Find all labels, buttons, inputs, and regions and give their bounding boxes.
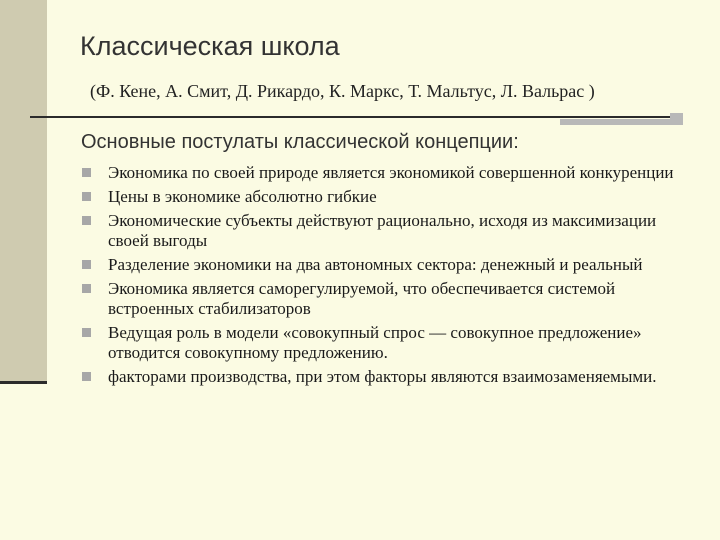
list-item	[82, 255, 682, 275]
list-item-text: Экономические субъекты действуют рационально, исходя из максимизации своей выгоды	[108, 211, 657, 250]
list-item	[82, 323, 682, 363]
square-bullet-icon	[82, 328, 91, 337]
list-item-text: Цены в экономике абсолютно гибкие	[108, 187, 377, 206]
square-bullet-icon	[82, 260, 91, 269]
list-item	[82, 211, 682, 251]
divider-accent-lower	[560, 119, 683, 125]
authors-line: (Ф. Кене, А. Смит, Д. Рикардо, К. Маркс, Т. Мальтус, Л. Вальрас )	[90, 81, 595, 101]
list-item-text: Экономика по своей природе является экономикой совершенной конкуренции	[108, 163, 674, 182]
list-item-text: факторами производства, при этом факторы являются взаимозаменяемыми.	[108, 367, 657, 386]
side-decoration-line	[0, 381, 47, 384]
square-bullet-icon	[82, 372, 91, 381]
square-bullet-icon	[82, 216, 91, 225]
list-item	[82, 279, 682, 319]
slide-title: Классическая школа	[80, 31, 340, 61]
square-bullet-icon	[82, 192, 91, 201]
list-item-text: Ведущая роль в модели «совокупный спрос — совокупное предложение» отводится совокупному предложению.	[108, 323, 642, 362]
list-item-text: Экономика является саморегулируемой, что обеспечивается системой встроенных стабилизаторов	[108, 279, 616, 318]
list-item	[82, 187, 682, 207]
list-item	[82, 367, 682, 387]
square-bullet-icon	[82, 284, 91, 293]
side-decoration-bar	[0, 0, 47, 383]
list-item-text: Разделение экономики на два автономных сектора: денежный и реальный	[108, 255, 643, 274]
square-bullet-icon	[82, 168, 91, 177]
postulates-list	[82, 163, 682, 391]
list-item	[82, 163, 682, 183]
title-divider	[30, 116, 670, 118]
section-heading: Основные постулаты классической концепции:	[81, 131, 519, 153]
